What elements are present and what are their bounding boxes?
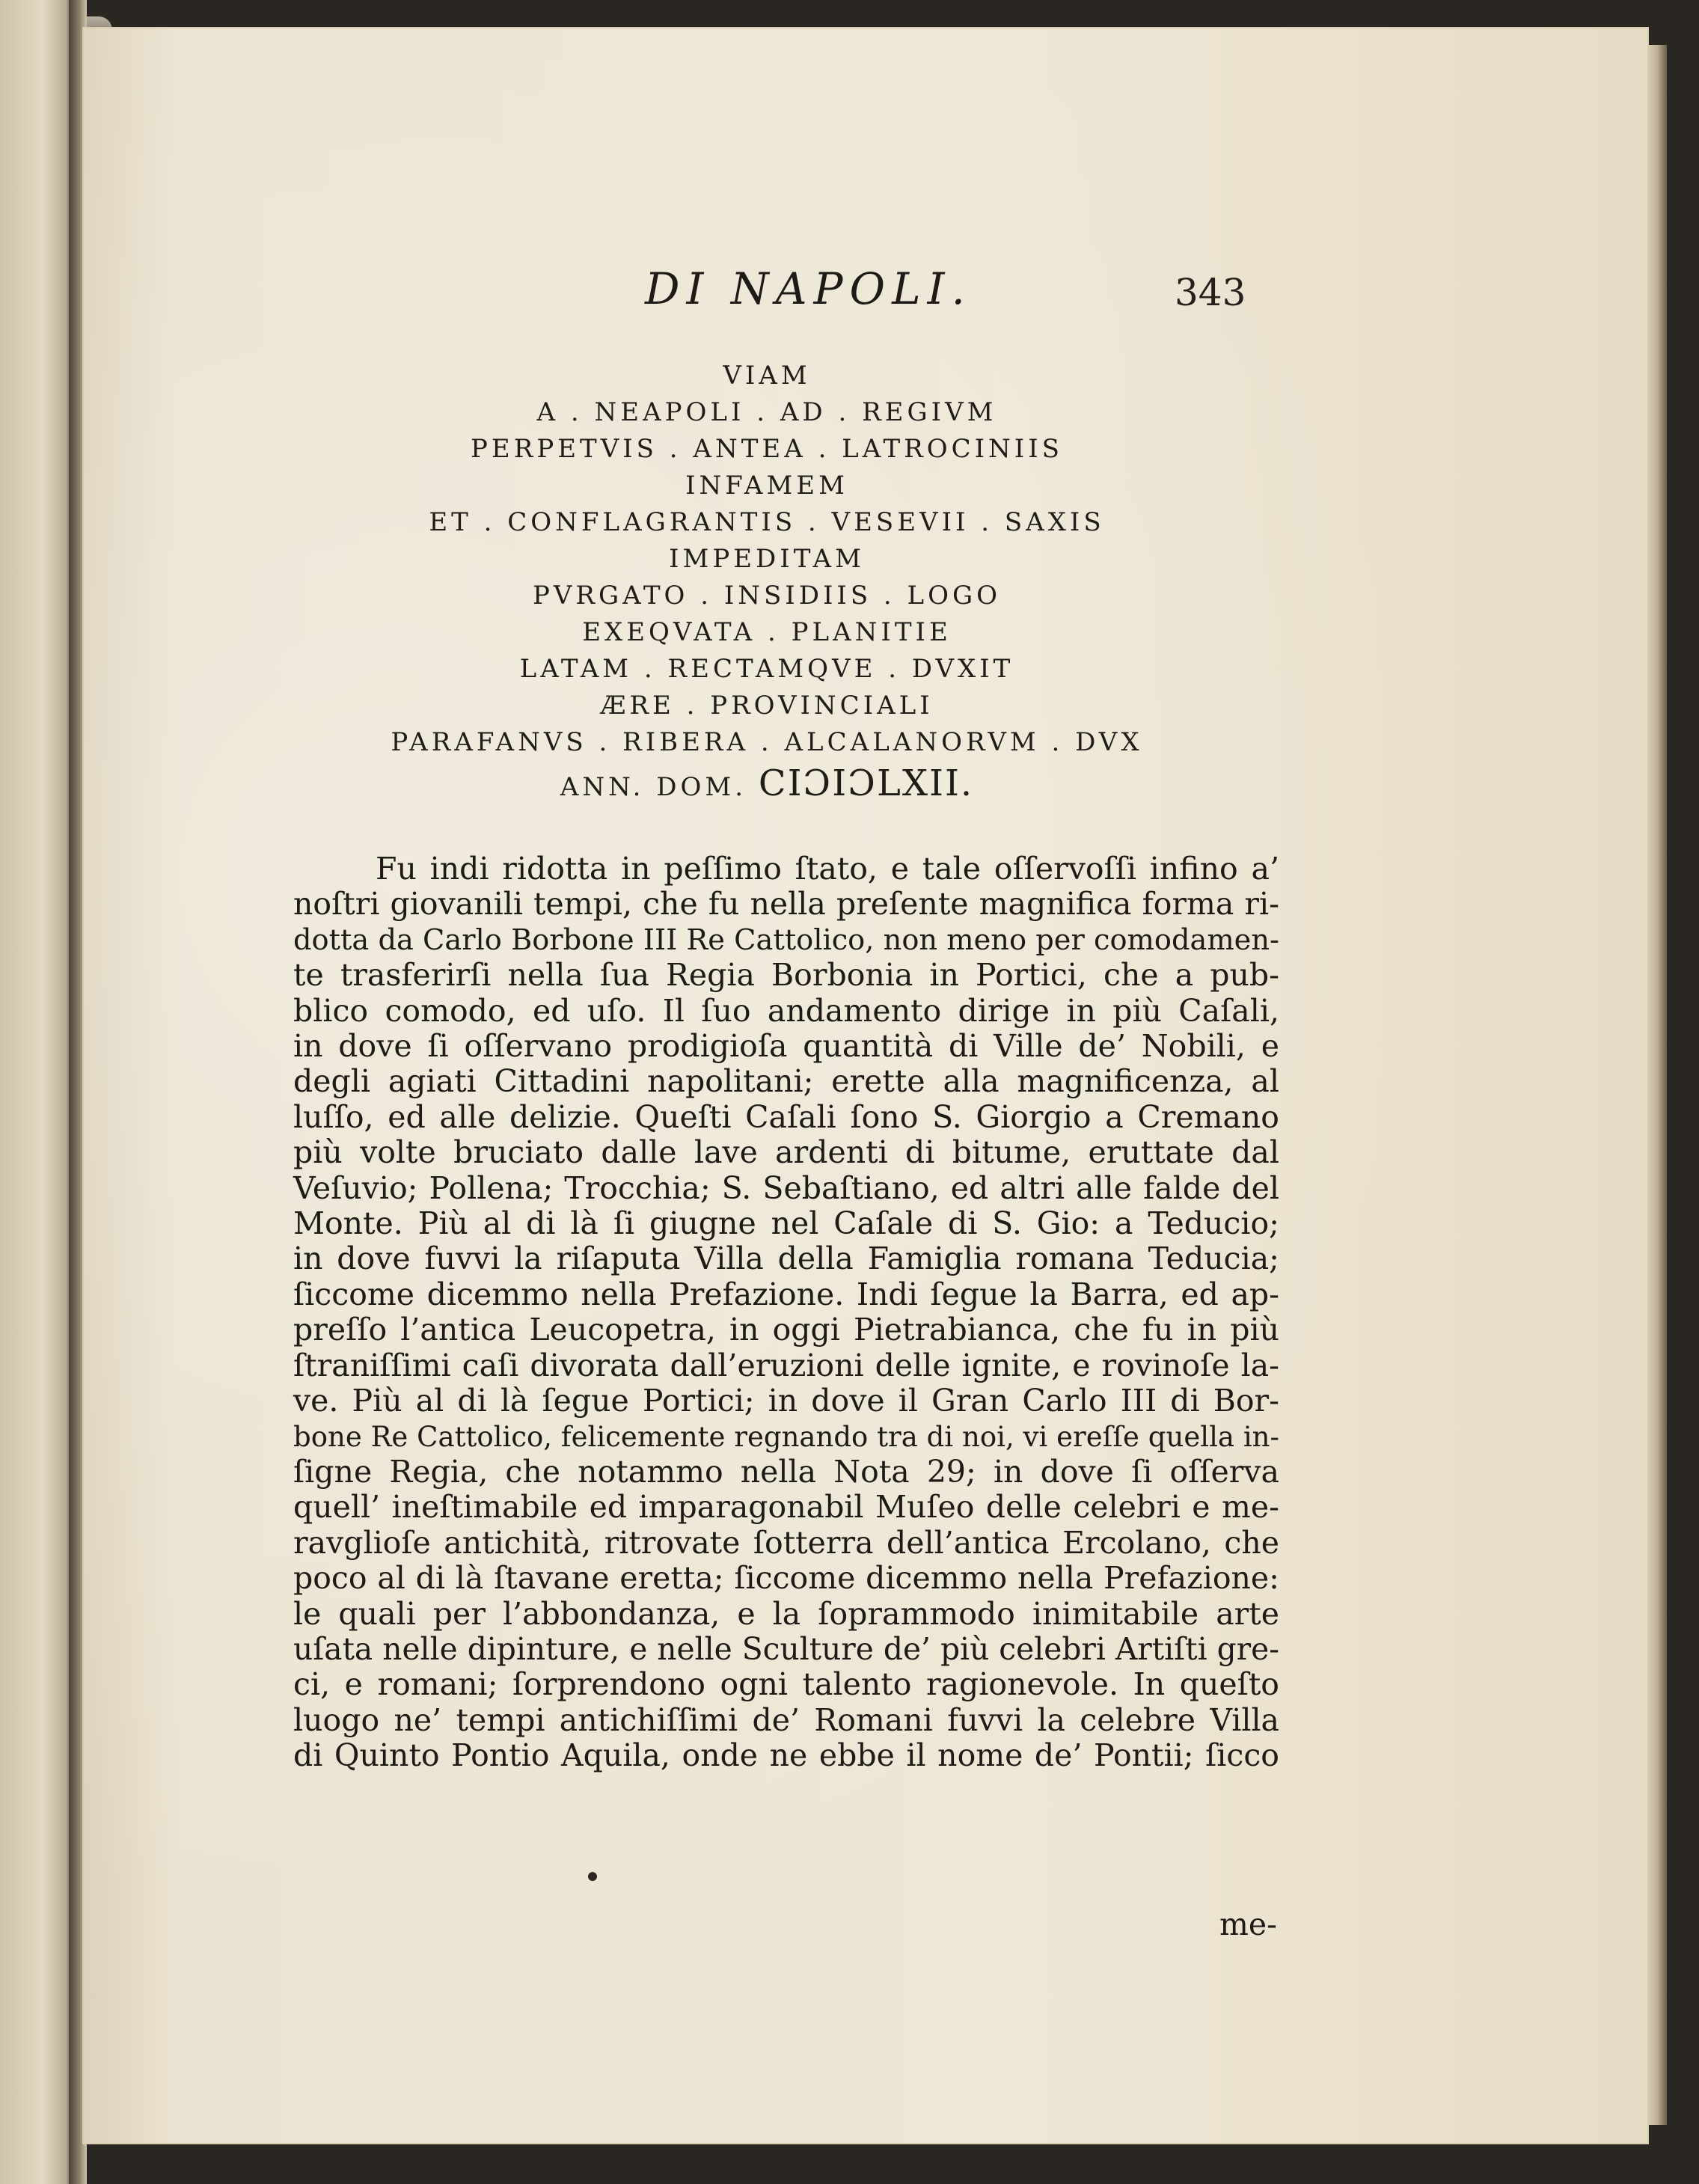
text-line: quell’ ineſtimabile ed imparagonabil Muſeo delle celebri e me-: [293, 1489, 1279, 1526]
text-line: ſtraniſſimi caſi divorata dall’eruzioni delle ignite, e rovinoſe la-: [293, 1347, 1279, 1383]
catchword: me-: [1219, 1906, 1277, 1942]
text-line: degli agiati Cittadini napolitani; erette alla magnificenza, al: [293, 1063, 1279, 1100]
text-line: Fu indi ridotta in peſſimo ſtato, e tale oſſervoſſi infino a’: [376, 851, 1279, 887]
text-line: ve. Più al di là ſegue Portici; in dove il Gran Carlo III di Bor-: [293, 1383, 1279, 1419]
text-line: te trasferirſi nella ſua Regia Borbonia in Portici, che a pub-: [293, 957, 1279, 994]
inscription-line: IMPEDITAM: [669, 544, 865, 574]
inscription-date: [284, 764, 1249, 807]
inscription-line: LATAM . RECTAMQVE . DVXIT: [519, 654, 1014, 684]
text-line: ravglioſe antichità, ritrovate ſotterra dell’antica Ercolano, che: [293, 1524, 1279, 1561]
text-line: noſtri giovanili tempi, che fu nella preſente magnifica forma ri-: [293, 886, 1279, 923]
text-line: luogo ne’ tempi antichiſſimi de’ Romani fuvvi la celebre Villa: [293, 1701, 1279, 1738]
text-line: ci, e romani; ſorprendono ogni talento ragionevole. In queſto: [293, 1666, 1279, 1703]
running-title: DI NAPOLI.: [645, 263, 972, 314]
inscription-line: PVRGATO . INSIDIIS . LOGO: [532, 581, 1002, 611]
text-line: ſigne Regia, che notammo nella Nota 29; in dove ſi oſſerva: [293, 1453, 1279, 1490]
text-line: in dove fuvvi la riſaputa Villa della Famiglia romana Teducia;: [293, 1241, 1279, 1277]
text-line: più volte bruciato dalle lave ardenti di bitume, eruttate dal: [293, 1134, 1279, 1171]
inscription-line: PARAFANVS . RIBERA . ALCALANORVM . DVX: [391, 727, 1143, 757]
inscription-date-numeral: CIƆIƆLXII.: [758, 762, 974, 804]
text-line: di Quinto Pontio Aquila, onde ne ebbe il nome de’ Pontii; ſicco: [293, 1737, 1279, 1774]
inscription-date-prefix: ANN. DOM.: [560, 772, 747, 802]
inscription-line: ÆRE . PROVINCIALI: [600, 691, 934, 721]
page-fore-edge: [1647, 45, 1667, 2125]
facing-page-edge: [0, 0, 72, 2184]
inscription-line: INFAMEM: [685, 471, 848, 501]
inscription-line: VIAM: [723, 361, 811, 391]
text-line: dotta da Carlo Borbone III Re Cattolico, non meno per comodamen-: [293, 923, 1279, 957]
page-number: 343: [1175, 271, 1246, 314]
text-line: in dove ſi oſſervano prodigioſa quantità di Ville de’ Nobili, e: [293, 1028, 1279, 1065]
text-line: poco al di là ſtavane eretta; ſiccome dicemmo nella Prefazione:: [293, 1560, 1279, 1597]
body-paragraph: [293, 851, 1279, 1774]
inscription-line: ET . CONFLAGRANTIS . VESEVII . SAXIS: [429, 507, 1105, 537]
text-line: preſſo l’antica Leucopetra, in oggi Pietrabianca, che fu in più: [293, 1312, 1279, 1348]
text-line: ſiccome dicemmo nella Prefazione. Indi ſegue la Barra, ed ap-: [293, 1276, 1279, 1312]
latin-inscription: [284, 358, 1249, 807]
text-line: Monte. Più al di là ſi giugne nel Caſale di S. Gio: a Teducio;: [293, 1205, 1279, 1242]
text-line: luſſo, ed alle delizie. Queſti Caſali ſono S. Giorgio a Cremano: [293, 1098, 1279, 1135]
inscription-line: A . NEAPOLI . AD . REGIVM: [536, 397, 997, 427]
inscription-line: PERPETVIS . ANTEA . LATROCINIIS: [471, 434, 1063, 464]
inscription-line: EXEQVATA . PLANITIE: [582, 617, 952, 647]
text-line: blico comodo, ed uſo. Il ſuo andamento dirige in più Caſali,: [293, 992, 1279, 1029]
text-line: bone Re Cattolico, felicemente regnando tra di noi, vi ereſſe quella in-: [293, 1420, 1279, 1453]
running-head: [0, 263, 1699, 314]
text-line: le quali per l’abbondanza, e la ſoprammodo inimitabile arte: [293, 1595, 1279, 1632]
text-line: uſata nelle dipinture, e nelle Sculture de’ più celebri Artiſti gre-: [293, 1630, 1279, 1667]
ink-dot: [588, 1872, 597, 1881]
text-line: Veſuvio; Pollena; Trocchia; S. Sebaſtiano, ed altri alle falde del: [293, 1169, 1279, 1206]
